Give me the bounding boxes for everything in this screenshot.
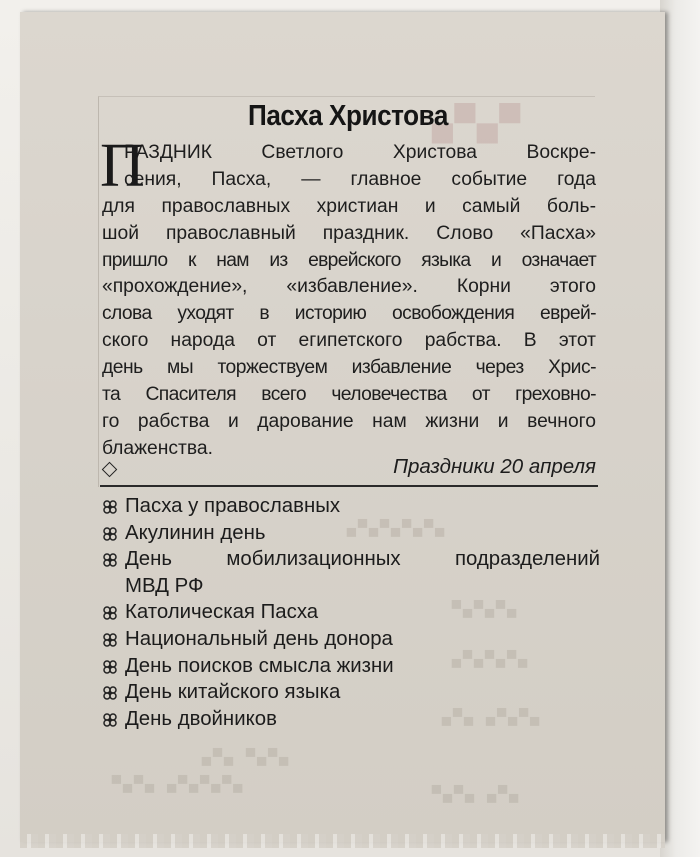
holiday-name: МВД РФ	[125, 574, 204, 597]
drop-cap: П	[100, 132, 145, 200]
holiday-name: День мобилизационных подразделений	[125, 548, 600, 571]
article-line: шой православный праздник. Слово «Пасха»	[102, 222, 596, 244]
flower-ornament-icon	[102, 712, 118, 728]
show-through-mark: ▄▀▄▀▄▀▄	[450, 650, 528, 668]
holiday-name: Акулинин день	[125, 521, 266, 544]
flower-ornament-icon	[102, 659, 118, 675]
list-item	[100, 493, 600, 520]
article-line: ского народа от египетского рабства. В этот	[102, 330, 596, 352]
list-item	[100, 520, 600, 547]
divider	[100, 485, 598, 487]
list-item-continuation	[100, 573, 600, 600]
holidays-heading: Праздники 20 апреля	[393, 455, 596, 478]
holiday-name: Пасха у православных	[125, 495, 341, 517]
holiday-name: Католическая Пасха	[125, 601, 319, 624]
list-item	[100, 546, 600, 573]
article-line: слова уходят в историю освобождения еврей-	[102, 303, 596, 325]
article-body	[100, 132, 596, 463]
list-item	[100, 599, 600, 626]
list-item	[100, 653, 600, 680]
holiday-name: День двойников	[125, 707, 277, 730]
article-line: РАЗДНИК Светлого Христова Воскре-	[124, 142, 596, 163]
flower-ornament-icon	[102, 526, 118, 542]
holiday-name: День китайского языка	[125, 681, 341, 704]
show-through-mark: ▄▀▄▀▄ ▄▀▄	[440, 708, 540, 726]
background-edge	[660, 0, 700, 857]
torn-edge	[20, 834, 665, 848]
show-through-mark: ▄▀▄ ▄▀▄▀	[430, 785, 519, 803]
flower-ornament-icon	[102, 605, 118, 621]
article-line: для православных христиан и самый боль-	[102, 195, 596, 217]
holidays-header	[100, 455, 596, 485]
show-through-mark: ▄▀▄▀▄▀▄▀▄	[345, 519, 445, 537]
article-line: та Спасителя всего человечества от греховно-	[102, 384, 596, 406]
show-through-mark: ▄▀▄▀ ▄▀▄	[200, 748, 289, 766]
article-line: пришло к нам из еврейского языка и означает	[102, 249, 596, 271]
article-line: «прохождение», «избавление». Корни этого	[102, 276, 596, 298]
holiday-name: Национальный день донора	[125, 627, 393, 650]
flower-ornament-icon	[102, 632, 118, 648]
show-through-mark: ▄▀▄▀▄▀▄ ▄▀▄▀	[110, 775, 243, 793]
article-line: день мы торжествуем избавление через Хрис-	[102, 357, 596, 379]
flower-ornament-icon	[102, 552, 118, 568]
article-line: сения, Пасха, — главное событие года	[124, 168, 596, 190]
article-line: го рабства и дарование нам жизни и вечного	[102, 410, 596, 432]
show-through-mark: ▀▄▀▄	[430, 104, 520, 144]
list-item	[100, 679, 600, 706]
article-line: блаженства.	[102, 437, 213, 459]
list-item	[100, 706, 600, 733]
holiday-name: День поисков смысла жизни	[125, 654, 394, 677]
article-title: Пасха Христова	[248, 100, 448, 132]
flower-ornament-icon	[102, 499, 118, 515]
list-item	[100, 626, 600, 653]
holidays-list	[100, 493, 600, 732]
show-through-mark: ▄▀▄▀▄▀	[450, 600, 517, 618]
diamond-icon	[102, 462, 118, 478]
flower-ornament-icon	[102, 685, 118, 701]
